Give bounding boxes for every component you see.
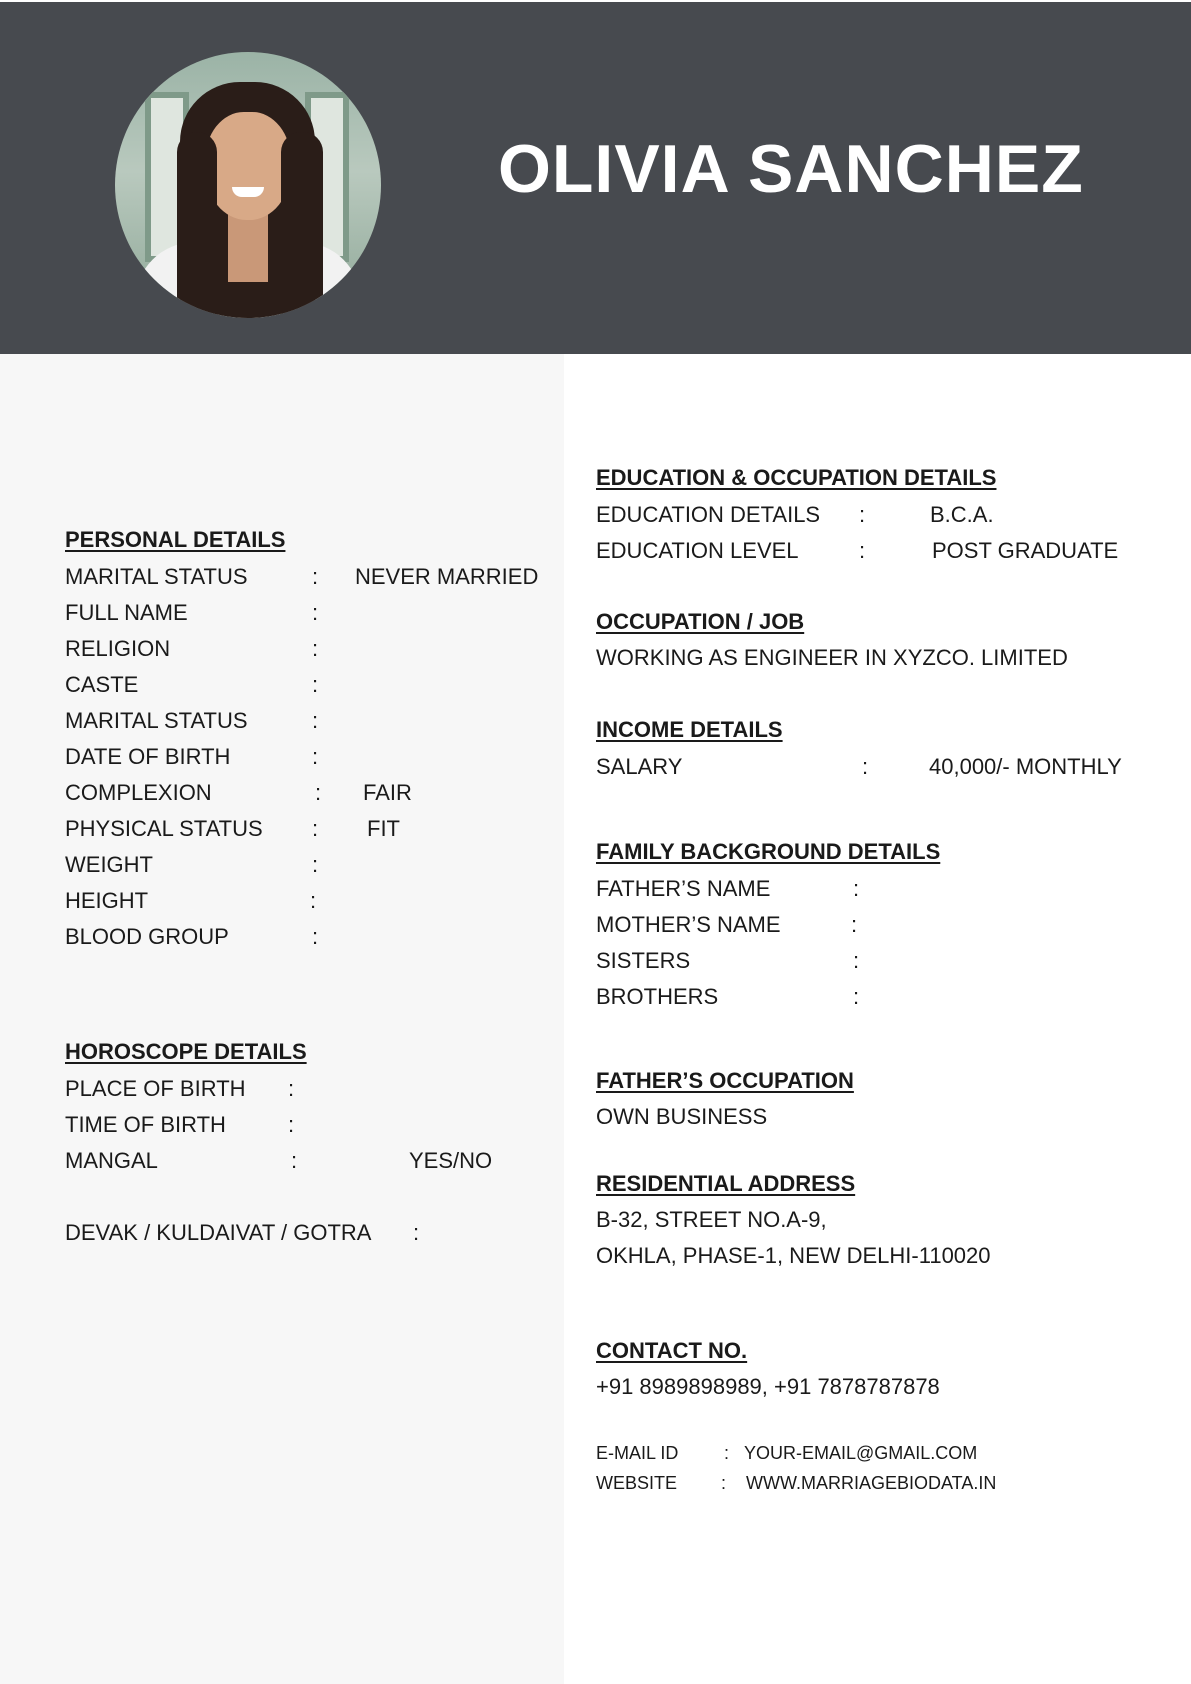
father-occupation-text: OWN BUSINESS bbox=[596, 1104, 768, 1129]
father-occupation-title: FATHER’S OCCUPATION bbox=[596, 1068, 854, 1093]
occupation-title: OCCUPATION / JOB bbox=[596, 609, 805, 634]
horoscope-details-title: HOROSCOPE DETAILS bbox=[65, 1039, 307, 1064]
family-details-title: FAMILY BACKGROUND DETAILS bbox=[596, 839, 941, 864]
address-line-1: B-32, STREET NO.A-9, bbox=[596, 1207, 827, 1232]
residential-address-title: RESIDENTIAL ADDRESS bbox=[596, 1171, 856, 1196]
occupation-text: WORKING AS ENGINEER IN XYZCO. LIMITED bbox=[596, 645, 1068, 670]
address-line-2: OKHLA, PHASE-1, NEW DELHI-110020 bbox=[596, 1243, 991, 1268]
row-label: MARITAL STATUS bbox=[65, 564, 248, 589]
left-panel bbox=[0, 354, 564, 1684]
profile-photo bbox=[115, 52, 381, 318]
education-details-title: EDUCATION & OCCUPATION DETAILS bbox=[596, 465, 997, 490]
website-link[interactable]: WWW.MARRIAGEBIODATA.IN bbox=[746, 1473, 997, 1493]
candidate-name: OLIVIA SANCHEZ bbox=[498, 131, 1084, 207]
contact-title: CONTACT NO. bbox=[596, 1338, 748, 1363]
header-banner bbox=[0, 2, 1191, 354]
contact-phones: +91 8989898989, +91 7878787878 bbox=[596, 1374, 940, 1399]
email-link[interactable]: YOUR-EMAIL@GMAIL.COM bbox=[744, 1443, 978, 1463]
income-details-title: INCOME DETAILS bbox=[596, 717, 783, 742]
personal-details-title: PERSONAL DETAILS bbox=[65, 527, 286, 552]
row-value: NEVER MARRIED bbox=[355, 564, 539, 589]
